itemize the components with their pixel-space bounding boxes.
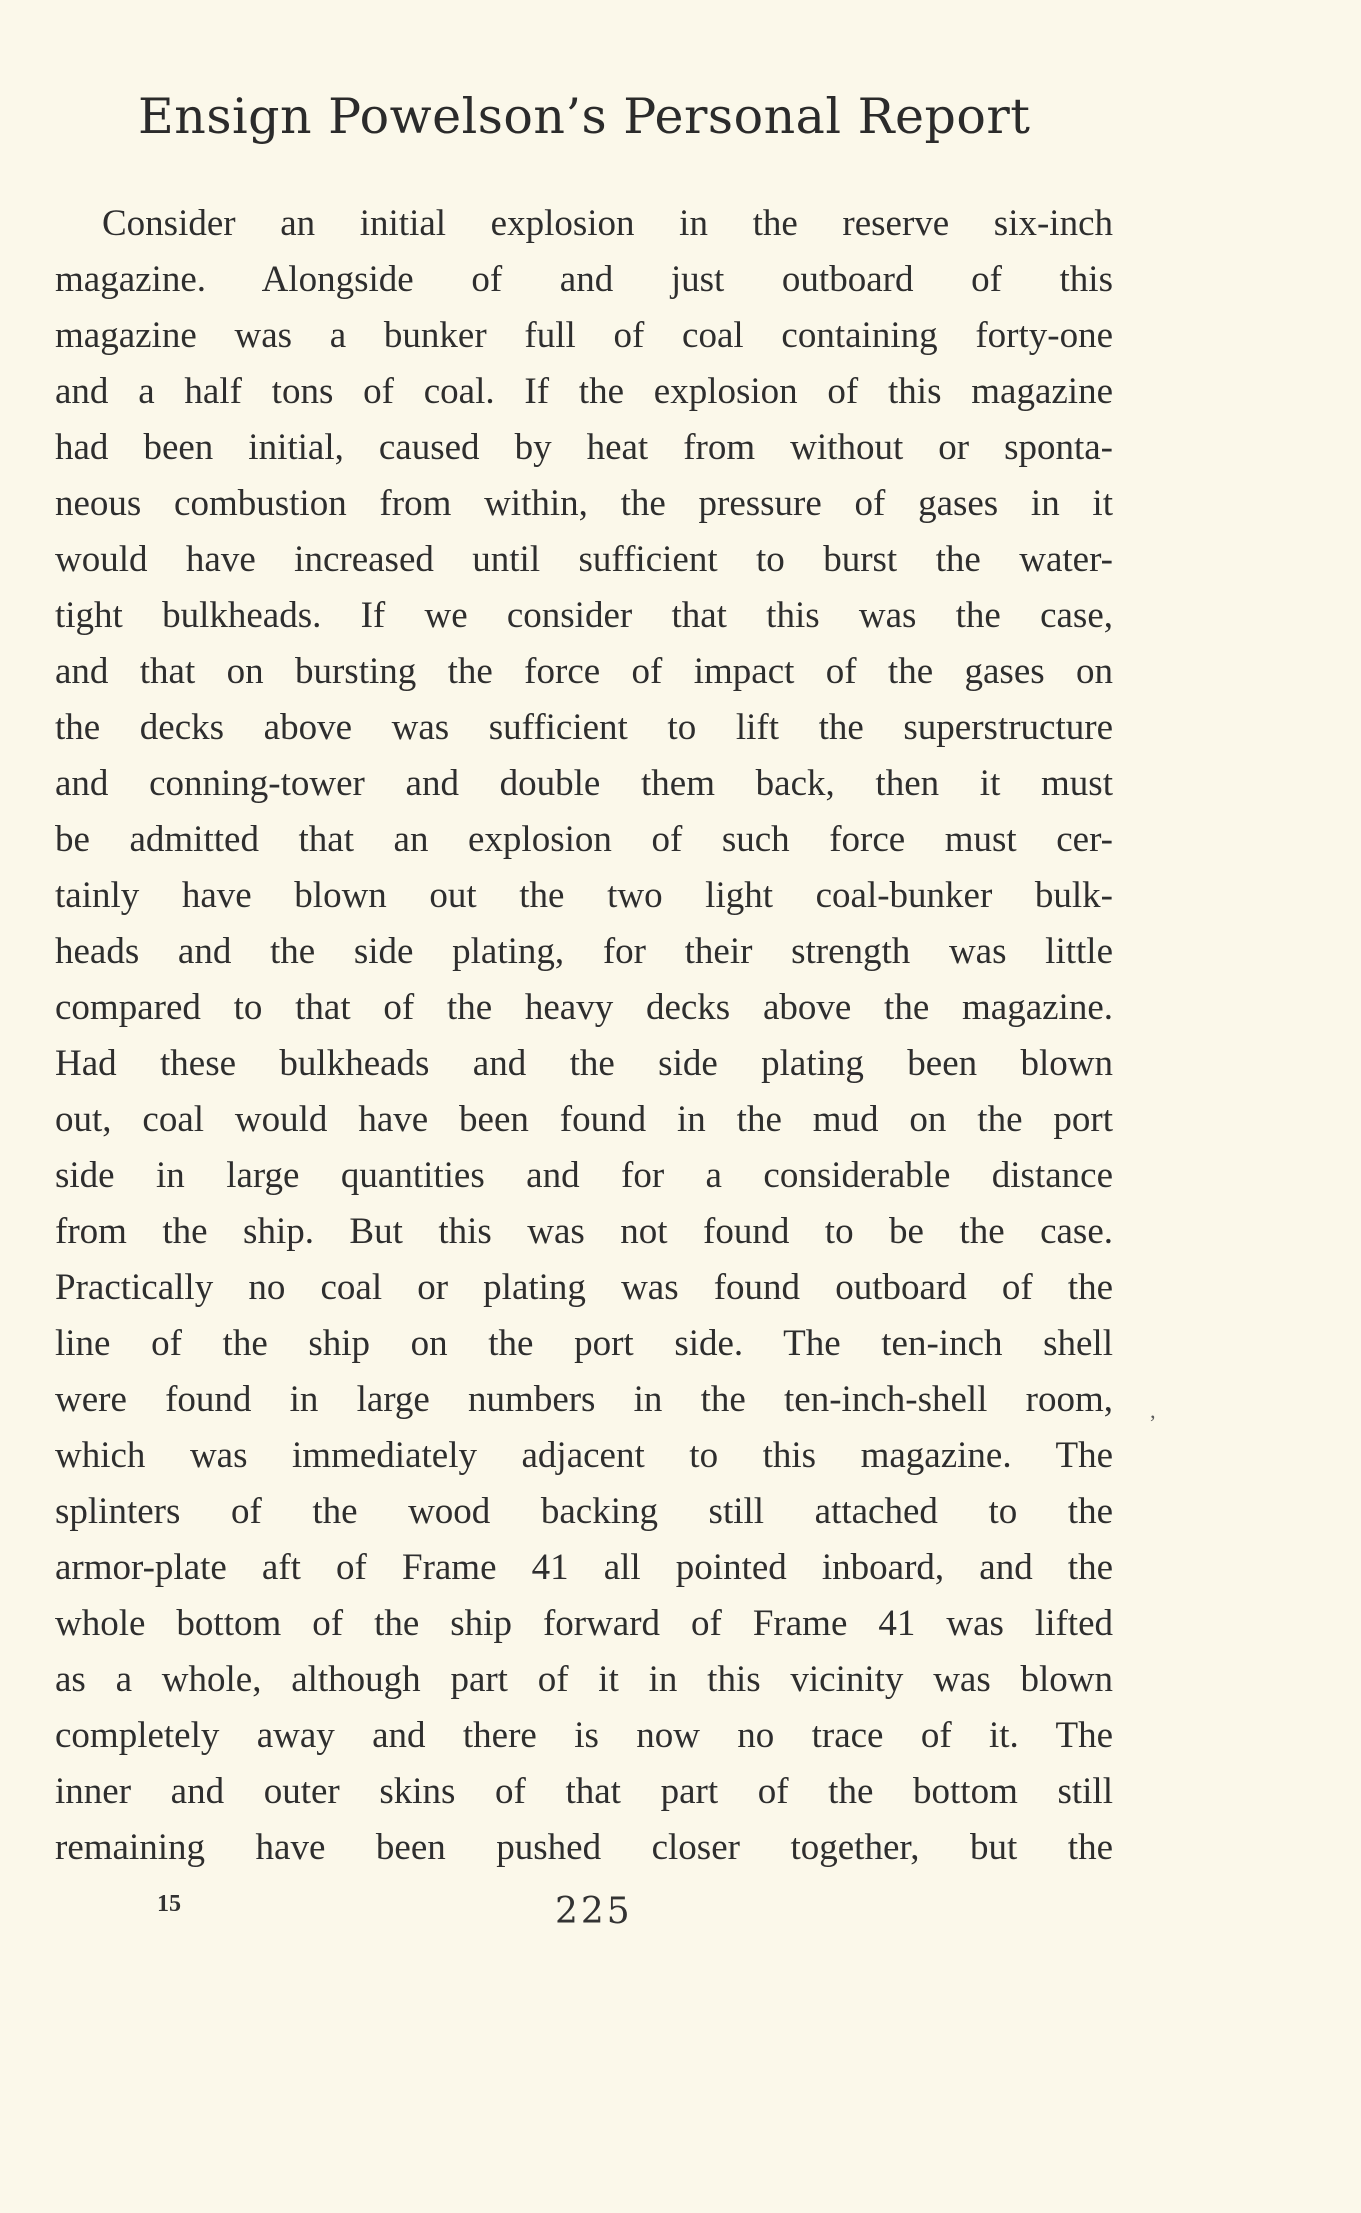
text-line: magazine. Alongside of and just outboard of this xyxy=(55,259,1113,300)
text-line: be admitted that an explosion of such force must cer- xyxy=(55,819,1113,860)
text-line: compared to that of the heavy decks above the magazine. xyxy=(55,987,1113,1028)
text-line: were found in large numbers in the ten-inch-shell room, xyxy=(55,1379,1113,1420)
page-number: 225 xyxy=(555,1891,633,1932)
text-line: would have increased until sufficient to burst the water- xyxy=(55,539,1113,580)
text-line: inner and outer skins of that part of the bottom still xyxy=(55,1771,1113,1812)
margin-mark: ‚ xyxy=(1149,1398,1157,1423)
text-line: tight bulkheads. If we consider that this was the case, xyxy=(55,595,1113,636)
text-line: and conning-tower and double them back, then it must xyxy=(55,763,1113,804)
text-line: and a half tons of coal. If the explosion of this magazine xyxy=(55,371,1113,412)
text-line: splinters of the wood backing still attached to the xyxy=(55,1491,1113,1532)
text-line: the decks above was sufficient to lift the superstructure xyxy=(55,707,1113,748)
text-line: armor-plate aft of Frame 41 all pointed inboard, and the xyxy=(55,1547,1113,1588)
text-line: side in large quantities and for a considerable distance xyxy=(55,1155,1113,1196)
text-line: magazine was a bunker full of coal containing forty-one xyxy=(55,315,1113,356)
text-line: line of the ship on the port side. The ten-inch shell xyxy=(55,1323,1113,1364)
text-line: tainly have blown out the two light coal-bunker bulk- xyxy=(55,875,1113,916)
text-line: completely away and there is now no trace of it. The xyxy=(55,1715,1113,1756)
text-line: had been initial, caused by heat from without or sponta- xyxy=(55,427,1113,468)
body-text xyxy=(55,196,1113,1876)
text-line: remaining have been pushed closer together, but the xyxy=(55,1827,1113,1868)
signature-mark: 15 xyxy=(157,1891,181,1917)
text-line: which was immediately adjacent to this magazine. The xyxy=(55,1435,1113,1476)
text-line: and that on bursting the force of impact of the gases on xyxy=(55,651,1113,692)
text-line: out, coal would have been found in the mud on the port xyxy=(55,1099,1113,1140)
text-line: neous combustion from within, the pressure of gases in it xyxy=(55,483,1113,524)
running-head: Ensign Powelson’s Personal Report xyxy=(138,88,1031,145)
text-line: Consider an initial explosion in the reserve six-inch xyxy=(102,203,1113,244)
text-line: as a whole, although part of it in this vicinity was blown xyxy=(55,1659,1113,1700)
text-line: Practically no coal or plating was found outboard of the xyxy=(55,1267,1113,1308)
text-line: heads and the side plating, for their strength was little xyxy=(55,931,1113,972)
text-line: from the ship. But this was not found to be the case. xyxy=(55,1211,1113,1252)
text-line: whole bottom of the ship forward of Frame 41 was lifted xyxy=(55,1603,1113,1644)
text-line: Had these bulkheads and the side plating been blown xyxy=(55,1043,1113,1084)
